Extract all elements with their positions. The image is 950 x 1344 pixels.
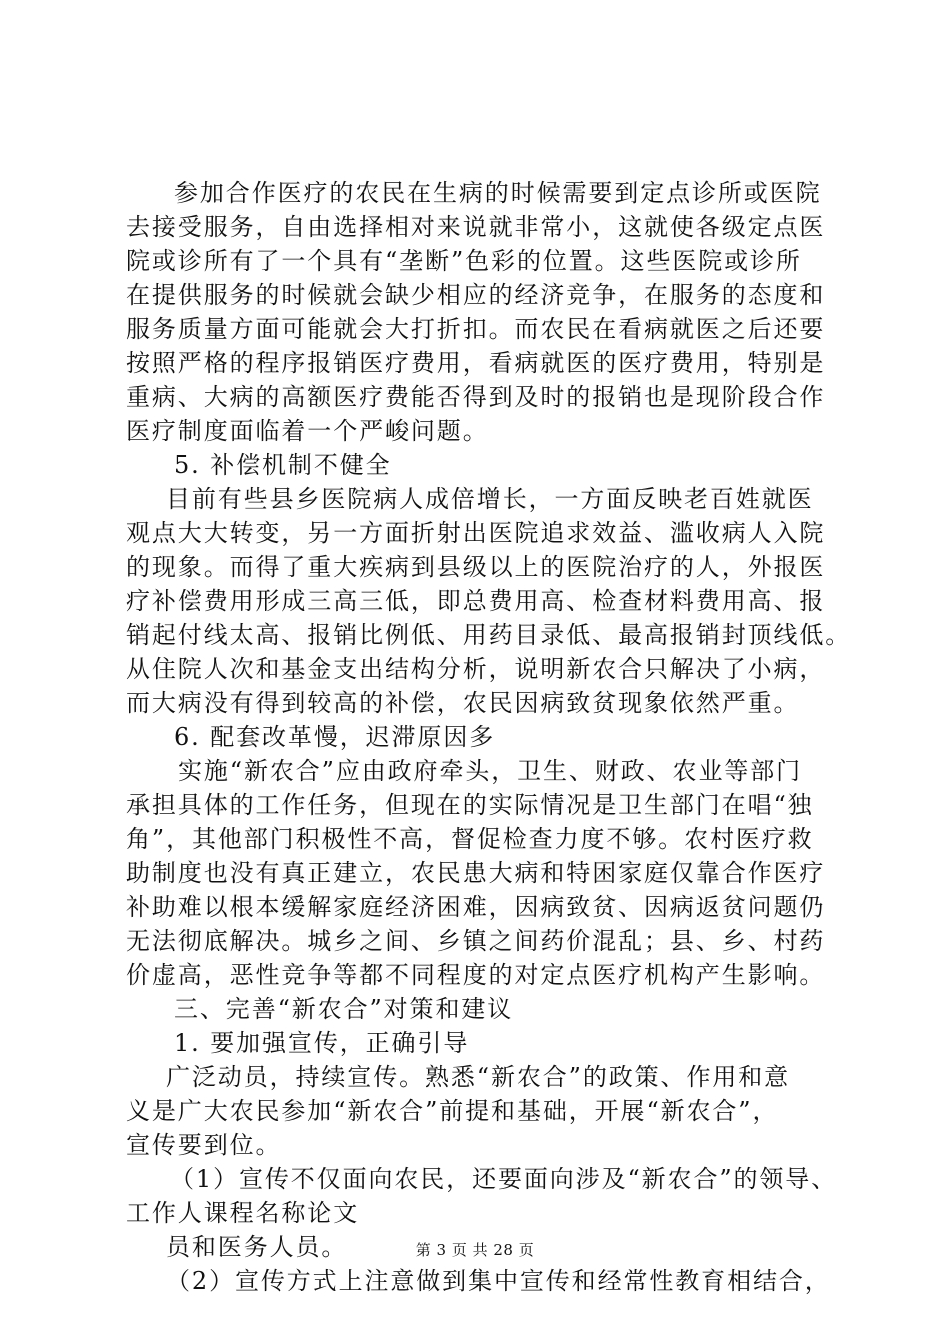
paragraph-line: 广泛动员，持续宣传。熟悉“新农合”的政策、作用和意 [166, 1063, 791, 1091]
paragraph-line: 按照严格的程序报销医疗费用，看病就医的医疗费用，特别是 [126, 349, 826, 377]
paragraph-line: 在提供服务的时候就会缺少相应的经济竞争，在服务的态度和 [126, 281, 826, 309]
paragraph-line: 而大病没有得到较高的补偿，农民因病致贫现象依然严重。 [126, 689, 800, 717]
paragraph-line: 无法彻底解决。城乡之间、乡镇之间药价混乱；县、乡、村药 [126, 927, 826, 955]
paragraph-line: 从住院人次和基金支出结构分析，说明新农合只解决了小病， [126, 655, 826, 683]
section-heading: 1. 要加强宣传，正确引导 [174, 1029, 470, 1057]
paragraph-line: 工作人课程名称论文 [126, 1199, 360, 1227]
paragraph-line: 助制度也没有真正建立，农民患大病和特困家庭仅靠合作医疗 [126, 859, 826, 887]
paragraph-line: 补助难以根本缓解家庭经济困难，因病致贫、因病返贫问题仍 [126, 893, 826, 921]
paragraph-line: 义是广大农民参加“新农合”前提和基础，开展“新农合”， [126, 1097, 779, 1125]
section-heading: 5. 补偿机制不健全 [174, 451, 392, 479]
paragraph-line: 目前有些县乡医院病人成倍增长，一方面反映老百姓就医 [166, 485, 814, 513]
paragraph-line: 实施“新农合”应由政府牵头，卫生、财政、农业等部门 [178, 757, 803, 785]
document-body [126, 176, 852, 1298]
page-footer [0, 1240, 950, 1260]
paragraph-line: 医疗制度面临着一个严峻问题。 [126, 417, 489, 445]
paragraph-line: 去接受服务，自由选择相对来说就非常小，这就使各级定点医 [126, 213, 826, 241]
paragraph-line: 销起付线太高、报销比例低、用药目录低、最高报销封顶线低。 [126, 621, 852, 649]
paragraph-line: 院或诊所有了一个具有“垄断”色彩的位置。这些医院或诊所 [126, 247, 802, 275]
paragraph-line: 观点大大转变，另一方面折射出医院追求效益、滥收病人入院 [126, 519, 826, 547]
paragraph-line: 的现象。而得了重大疾病到县级以上的医院治疗的人，外报医 [126, 553, 826, 581]
paragraph-line: 承担具体的工作任务，但现在的实际情况是卫生部门在唱“独 [126, 791, 814, 819]
paragraph-line: 重病、大病的高额医疗费能否得到及时的报销也是现阶段合作 [126, 383, 826, 411]
section-heading: 三、完善“新农合”对策和建议 [174, 995, 514, 1023]
paragraph-line: （1）宣传不仅面向农民，还要面向涉及“新农合”的领导、 [170, 1165, 838, 1193]
paragraph-line: 价虚高，恶性竞争等都不同程度的对定点医疗机构产生影响。 [126, 961, 826, 989]
paragraph-line: 宣传要到位。 [126, 1131, 282, 1159]
paragraph-line: 服务质量方面可能就会大打折扣。而农民在看病就医之后还要 [126, 315, 826, 343]
paragraph-line: 参加合作医疗的农民在生病的时候需要到定点诊所或医院 [174, 179, 822, 207]
section-heading: 6. 配套改革慢，迟滞原因多 [174, 723, 496, 751]
paragraph-line: 员和医务人员。 [166, 1233, 348, 1261]
paragraph-line: 角”，其他部门积极性不高，督促检查力度不够。农村医疗救 [126, 825, 814, 853]
page-number-label: 第 3 页 共 28 页 [415, 1241, 535, 1259]
paragraph-line: （2）宣传方式上注意做到集中宣传和经常性教育相结合， [166, 1267, 831, 1295]
paragraph-line: 疗补偿费用形成三高三低，即总费用高、检查材料费用高、报 [126, 587, 826, 615]
